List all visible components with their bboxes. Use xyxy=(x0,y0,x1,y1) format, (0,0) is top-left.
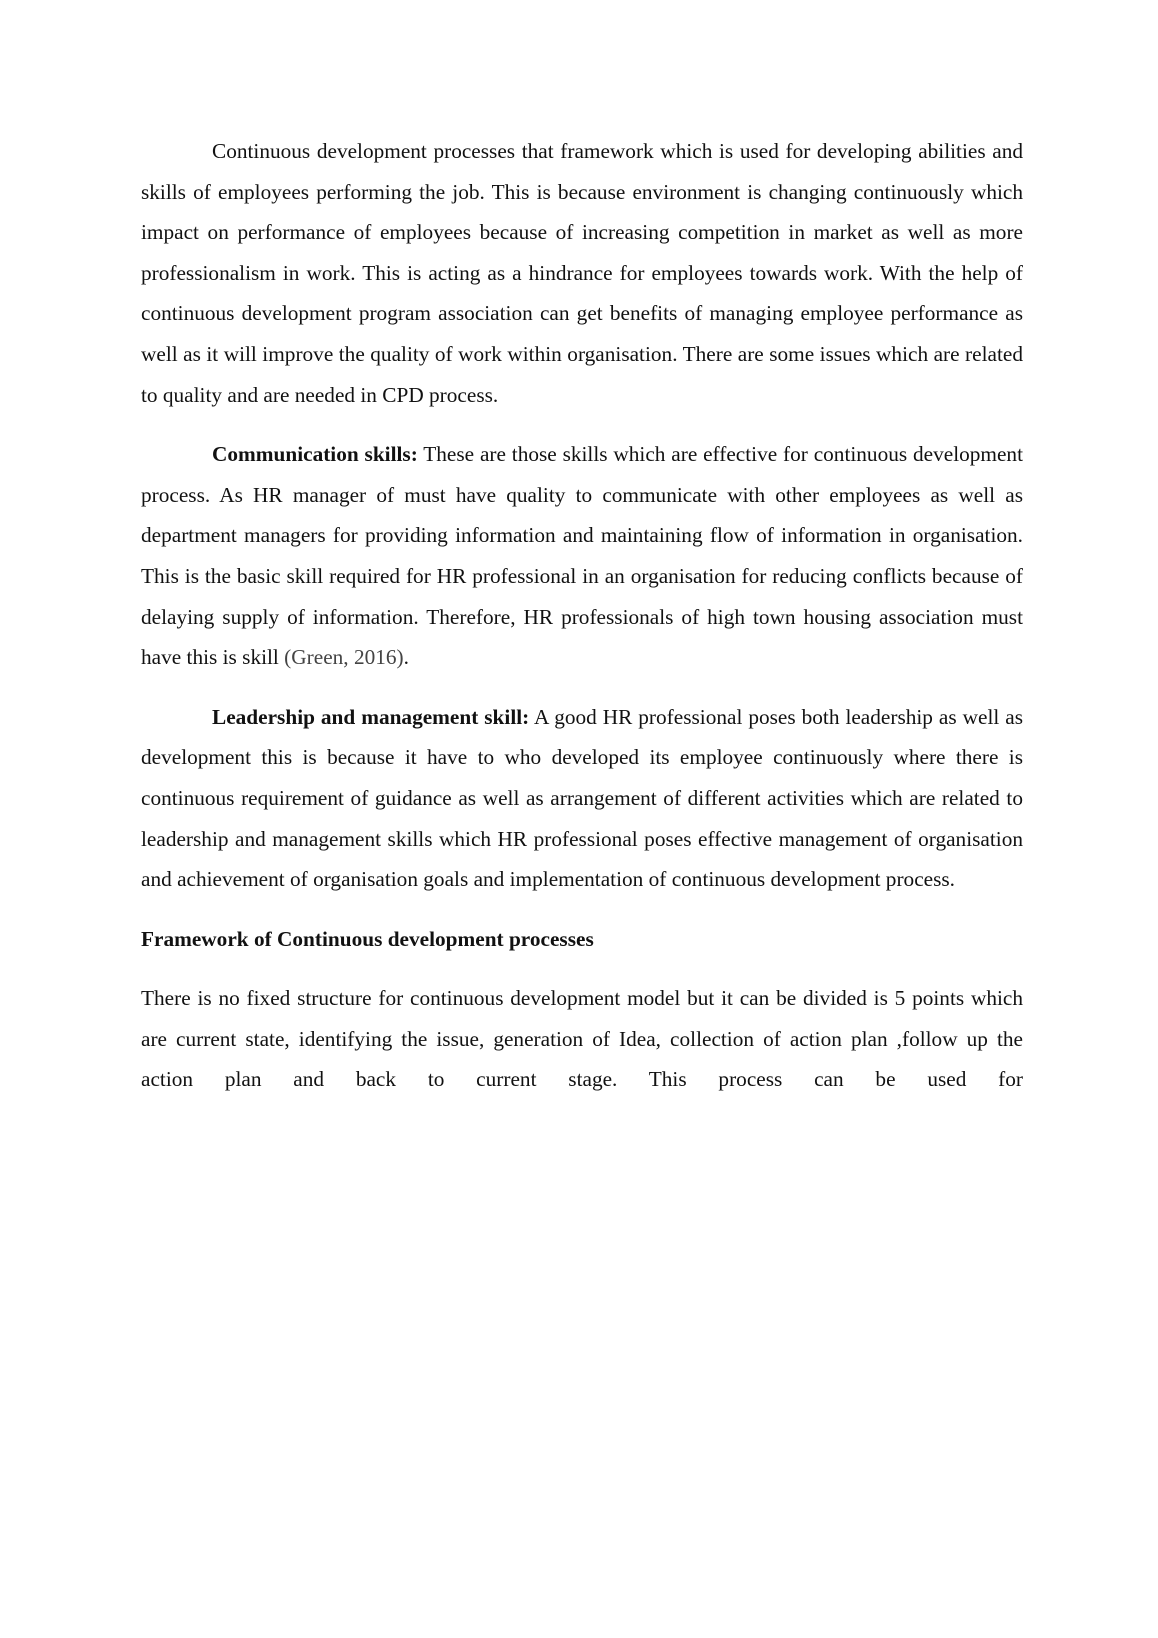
document-body xyxy=(141,131,1023,1119)
section-heading: Framework of Continuous development processes xyxy=(141,926,594,951)
communication-skills-text: These are those skills which are effective for continuous development process. As HR manager of must have quality to communicate with other employees as well as department managers for providing information and maintaining flow of information in organisation. This is the basic skill required for HR professional in an organisation for reducing conflicts because of delaying supply of information. Therefore, HR professionals of high town housing association must have this is skill xyxy=(141,442,1023,670)
leadership-skill-heading: Leadership and management skill: xyxy=(212,704,530,729)
citation: (Green, 2016) xyxy=(284,645,404,670)
framework-paragraph: There is no fixed structure for continuous development model but it can be divided is 5 points which are current state, identifying the issue, generation of Idea, collection of action plan ,follow up the action plan and back to current stage. This process can be used for xyxy=(141,986,1023,1092)
communication-skills-heading: Communication skills: xyxy=(212,442,418,467)
leadership-skill-text: A good HR professional poses both leadership as well as development this is because it have to who developed its employee continuously where there is continuous requirement of guidance as well as arrangement of different activities which are related to leadership and management skills which HR professional poses effective management of organisation and achievement of organisation goals and implementation of continuous development process. xyxy=(141,704,1023,892)
communication-skills-paragraph xyxy=(141,434,1023,678)
citation-period: . xyxy=(403,645,409,670)
leadership-skill-paragraph xyxy=(141,697,1023,900)
intro-paragraph: Continuous development processes that framework which is used for developing abilities and skills of employees performing the job. This is because environment is changing continuously which impact on performance of employees because of increasing competition in market as well as more professionalism in work. This is acting as a hindrance for employees towards work. With the help of continuous development program association can get benefits of managing employee performance as well as it will improve the quality of work within organisation. There are some issues which are related to quality and are needed in CPD process. xyxy=(141,139,1023,407)
